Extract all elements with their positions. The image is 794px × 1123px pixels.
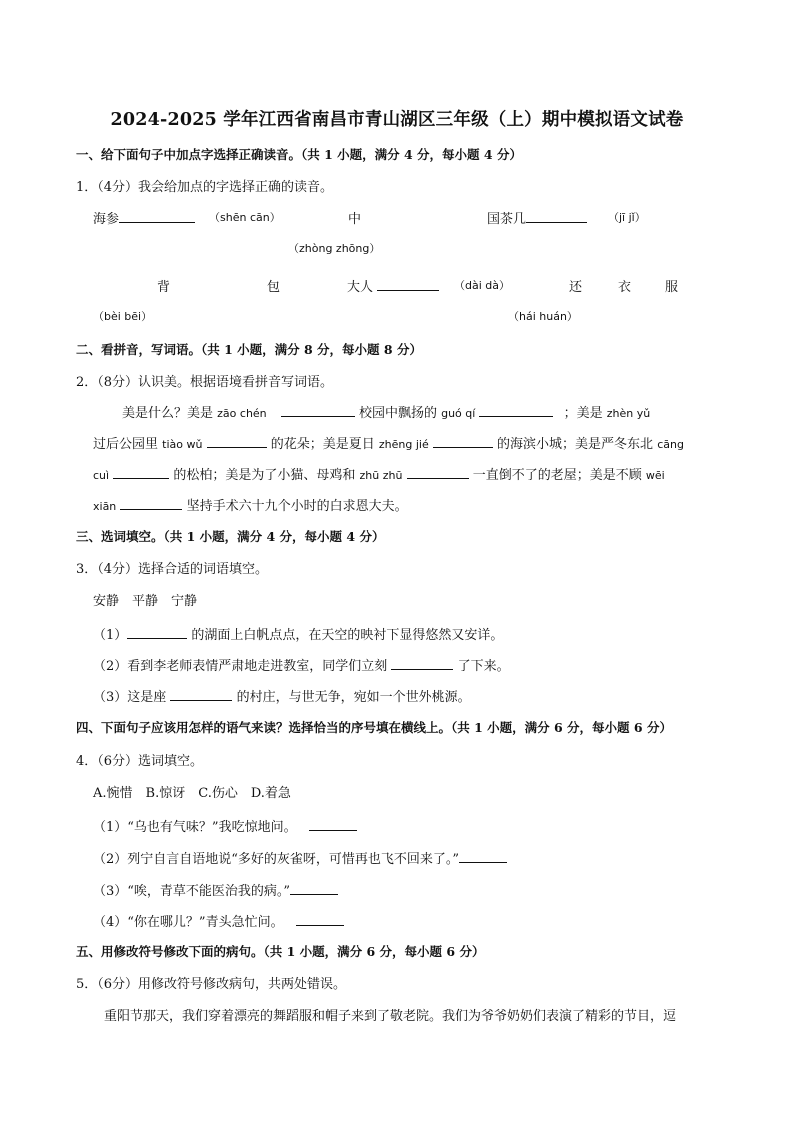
q1-pinyin-2: （zhòng zhōng）	[288, 242, 381, 255]
q1-pinyin-1: （shēn cān）	[209, 211, 281, 224]
q1-pinyin-7: （hái huán）	[508, 310, 578, 323]
answer-blank[interactable]	[281, 403, 355, 417]
q2-line-2	[93, 433, 684, 452]
answer-blank[interactable]	[119, 209, 195, 223]
q2-pinyin: zāo chén	[217, 407, 267, 420]
q2-pinyin: wēi	[645, 469, 665, 482]
q3-text: 了下来。	[457, 659, 510, 674]
answer-blank[interactable]	[207, 434, 267, 448]
q1-word-1: 海参	[93, 212, 120, 227]
q3-text: （2）看到李老师表情严肃地走进教室，同学们立刻	[93, 659, 388, 674]
q1-word-7: 还	[569, 280, 583, 295]
q1-item-6	[347, 276, 439, 295]
q1-word-8: 衣	[618, 280, 632, 295]
q3-item-1	[93, 624, 503, 643]
section-2-heading: 二、看拼音，写词语。（共 1 小题，满分 8 分，每小题 8 分）	[76, 342, 422, 357]
answer-blank[interactable]	[127, 625, 187, 639]
q3-options: 安静 平静 宁静	[93, 594, 198, 609]
answer-blank[interactable]	[120, 496, 182, 510]
q1-item-1	[93, 208, 195, 227]
q4-text: （2）列宁自言自语地说“多好的灰雀呀，可惜再也飞不回来了。”	[93, 852, 460, 867]
q3-text: 的湖面上白帆点点，在天空的映衬下显得悠然又安详。	[191, 628, 504, 643]
q2-pinyin: zhèn yǔ	[606, 407, 651, 420]
q2-pinyin: guó qí	[441, 407, 476, 420]
q2-text: ；美是	[563, 406, 603, 421]
q2-pinyin: zhū zhū	[359, 469, 403, 482]
answer-blank[interactable]	[407, 465, 469, 479]
q2-text: 坚持手术六十九个小时的白求恩大夫。	[186, 499, 408, 514]
q1-word-6: 大人	[347, 280, 374, 295]
q3-text: （3）这是座	[93, 690, 167, 705]
q2-pinyin: xiān	[93, 500, 117, 513]
q4-item-2	[93, 848, 507, 867]
section-3-heading: 三、选词填空。（共 1 小题，满分 4 分，每小题 4 分）	[76, 529, 385, 544]
q2-line-4	[93, 495, 408, 514]
page-title: 2024-2025 学年江西省南昌市青山湖区三年级（上）期中模拟语文试卷	[110, 110, 684, 130]
answer-blank[interactable]	[526, 209, 587, 223]
q1-pinyin-4: （bèi bēi）	[93, 310, 153, 323]
answer-blank[interactable]	[377, 277, 439, 291]
question-2: 2．（8分）认识美。根据语境看拼音写词语。	[76, 375, 334, 390]
answer-blank[interactable]	[433, 434, 493, 448]
q4-text: （3）“唉，青草不能医治我的病。”	[93, 884, 291, 899]
q2-pinyin: cāng	[657, 438, 684, 451]
answer-blank[interactable]	[309, 817, 357, 831]
answer-blank[interactable]	[459, 849, 507, 863]
q2-text: 的松柏；美是为了小猫、母鸡和	[173, 468, 356, 483]
section-4-heading: 四、下面句子应该用怎样的语气来读？选择恰当的序号填在横线上。（共 1 小题，满分 6 分，每小题 6 分）	[76, 720, 672, 735]
q2-text: 过后公园里	[93, 437, 159, 452]
answer-blank[interactable]	[479, 403, 553, 417]
q4-text: （4）“你在哪儿？”青头急忙问。	[93, 915, 284, 930]
q2-line-3	[93, 464, 665, 483]
answer-blank[interactable]	[170, 687, 232, 701]
answer-blank[interactable]	[290, 881, 338, 895]
answer-blank[interactable]	[296, 912, 344, 926]
q3-item-3	[93, 686, 471, 705]
q4-item-1	[93, 816, 357, 835]
q2-text: 的花朵；美是夏日	[270, 437, 375, 452]
answer-blank[interactable]	[391, 656, 453, 670]
q4-text: （1）“乌也有气味？”我吃惊地问。	[93, 820, 297, 835]
q5-paragraph: 重阳节那天，我们穿着漂亮的舞蹈服和帽子来到了敬老院。我们为爷爷奶奶们表演了精彩的节目，逗	[104, 1009, 677, 1024]
question-4: 4．（6分）选词填空。	[76, 754, 204, 769]
q3-text: （1）	[93, 628, 128, 643]
q1-word-2: 中	[348, 212, 362, 227]
q1-word-9: 服	[665, 280, 679, 295]
section-5-heading: 五、用修改符号修改下面的病句。（共 1 小题，满分 6 分，每小题 6 分）	[76, 944, 485, 959]
answer-blank[interactable]	[113, 465, 169, 479]
section-1-heading: 一、给下面句子中加点字选择正确读音。（共 1 小题，满分 4 分，每小题 4 分）	[76, 147, 522, 162]
question-1: 1．（4分）我会给加点的字选择正确的读音。	[76, 180, 334, 195]
q2-line-1	[122, 402, 650, 421]
q2-text: 校园中飘扬的	[358, 406, 437, 421]
q4-options: A.惋惜 B.惊讶 C.伤心 D.着急	[93, 786, 291, 801]
q4-item-3	[93, 880, 338, 899]
q4-item-4	[93, 911, 344, 930]
q2-pinyin: tiào wǔ	[162, 438, 203, 451]
q2-text: 一直倒不了的老屋；美是不顾	[472, 468, 642, 483]
q1-pinyin-6: （dài dà）	[454, 279, 510, 292]
q1-item-3	[487, 208, 587, 227]
q1-word-4: 背	[157, 280, 171, 295]
q3-text: 的村庄，与世无争，宛如一个世外桃源。	[236, 690, 471, 705]
q2-pinyin: cuì	[93, 469, 110, 482]
q3-item-2	[93, 655, 510, 674]
q1-word-5: 包	[267, 280, 281, 295]
q2-text: 美是什么？美是	[122, 406, 214, 421]
q1-word-3: 国茶几	[487, 212, 527, 227]
q2-pinyin: zhēng jié	[378, 438, 429, 451]
question-3: 3．（4分）选择合适的词语填空。	[76, 562, 269, 577]
question-5: 5．（6分）用修改符号修改病句，共两处错误。	[76, 977, 347, 992]
q2-text: 的海滨小城；美是严冬东北	[497, 437, 654, 452]
q1-pinyin-3: （jī jǐ）	[608, 211, 646, 224]
